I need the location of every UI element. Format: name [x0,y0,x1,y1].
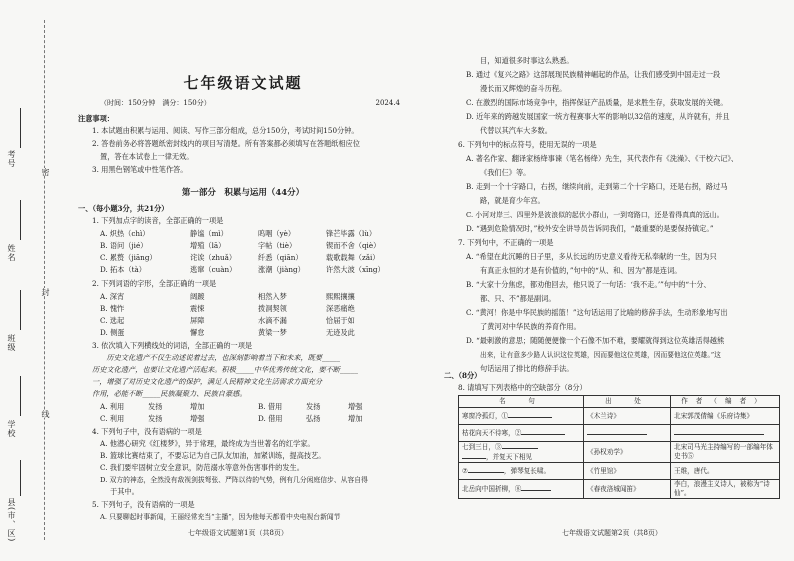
option-cell: A. 利用 [100,402,125,411]
continued-line: 漫长而又辉煌的奋斗历程。 [480,84,567,93]
seal-char-xian: 线 [41,410,50,418]
option-cell: 无迹及此 [326,328,355,337]
option-cell: 黄梁一梦 [258,328,287,337]
option-cell: 阔踱 [190,292,205,301]
exam-meta [100,98,400,109]
option-cell: 熙熙攘攘 [326,292,355,301]
passage-line: 作用，必能不断_____民族凝聚力、民族自豪感。 [92,389,247,398]
option-cell: B. 语问（jié） [100,241,148,250]
continued-line: C. 在激烈的国际市场竞争中，指挥保证产品质量，是求胜生存，获取发展的关键。 [466,98,728,107]
author-cell: 北宋郭茂倩编《乐府诗集》 [671,408,780,425]
option-line: 了黄河对中华民族的养育作用。 [480,322,581,331]
quote-text: ，并复天下相见 [486,453,533,461]
question-stem: 5. 下列句子，没有语病的一项是 [92,500,195,509]
option-cell: 许然大波（xīng） [326,265,385,274]
passage-line: 一，增强了对历史文化遗产的保护，满足人民精神文化生活需求方面充分 [92,377,323,386]
option-cell: C. 选起 [100,316,125,325]
quote-text: 北岳向中国折柳，⑧ [462,484,522,493]
quote-text: ，弹琴复长啸。 [503,466,551,475]
table-row [459,463,780,480]
option-line: D. “遇到危险情况时，”校外安全讲导员告诉同我们，“最重要的是要保持镇定。” [466,224,714,233]
option-line: 《我们仨》等。 [480,168,531,177]
option-line: D. 双方的神态，全然没有敌视剑拔弩张、严阵以待的气势，例有几分闲庭信步、从容自得 [100,476,368,484]
author-cell: 李白，浪漫主义诗人，被称为“诗仙”。 [671,480,780,499]
option-line: A. 只要聊起时事新闻，王丽经常充当“主播”，因为他每天都看中央电视台新闻节 [100,513,341,521]
option-line: A. 他潜心研究《红楼梦》，异于常理，最终成为当世著名的红学家。 [100,439,315,448]
banji-line [20,290,21,330]
continued-line: 目，知道很多时事这么熟悉。 [480,56,574,65]
option-cell: 静谧（mì） [190,229,228,238]
seal-char-feng: 封 [41,288,50,296]
option-line: C. 小河对岸三、四里外是波浪似的起伏小群山，一到弯路口，还是看得真真的远山。 [466,211,724,219]
option-line: 路，就是育少年宫。 [480,196,545,205]
source-cell [584,425,671,442]
continued-line: D. 近年来的跨越发展国家一统方程赛事大军的影响以32倍的速度，从许就有，并且 [466,112,730,121]
option-cell: C. 累赘（jiāng） [100,253,157,262]
option-line: A. “希望在此沉睡的日子里，多从长远的历史意义看待无私奉献的一生，因为只 [466,252,717,261]
option-cell: B. 愧怍 [100,304,125,313]
source-cell: 《竹里馆》 [584,463,671,480]
passage-line: 历史文化遗产，也要让文化遗产活起来。积极_____中华优秀传统文化，要不断_____ [92,365,358,374]
option-cell: 增强 [348,402,363,411]
option-cell: 震悚 [190,304,205,313]
quote-table [458,395,780,499]
option-line: C. 我们要牢固树立安全意识，防范溺水等意外伤害事件的发生。 [100,463,304,472]
part-title: 第一部分 积累与运用（44分） [181,188,305,198]
quote-text: 枯花向天不待寒，② [462,428,522,437]
answer-blank[interactable] [521,484,551,491]
label-xuexiao: 学校 [7,420,16,438]
option-cell: 发扬 [148,414,163,423]
option-cell: 涨潮（jiàng） [258,265,305,274]
notice-line: 置，答在本试卷上一律无效。 [100,152,194,161]
answer-blank[interactable] [521,428,565,435]
answer-blank[interactable] [674,428,764,435]
option-cell: 增强 [190,414,205,423]
notice-line: 3. 用黑色钢笔或中性笔作答。 [92,165,188,174]
option-line: B. “大家十分焦虑，都劝他回去，他只说了一句话：‘我不走。’”句中的“十分、 [466,280,711,289]
label-xianqu: 县(市、区) [7,498,16,543]
option-line: B. 篮球比赛结束了，不要忘记为自己队友加油，加紧训练，提高技艺。 [100,451,326,460]
quote-cell [459,480,584,499]
table-row [459,408,780,425]
question-stem: 8. 请填写下列表格中的空缺部分（8分） [458,383,587,392]
option-cell: 弘扬 [306,414,321,423]
option-cell: 水滴不漏 [258,316,287,325]
quote-text: 七到三日，③ [462,443,502,451]
xingming-line [20,200,21,240]
seal-char-mi: 密 [41,168,50,176]
option-line: 出来，让有意多少路人认识这位英雄，因而要他这位英雄，因而要他这位英雄。”这 [480,351,721,359]
source-cell: 《春夜洛城闻笛》 [584,480,671,499]
option-line: 有真正永恒的才是有价值的，”句中的“从、和、因为”都是连词。 [480,266,682,275]
option-cell: 发扬 [148,402,163,411]
question-stem: 1. 下列加点字的读音，全部正确的一项是 [92,216,224,225]
page-2 [444,0,782,561]
answer-blank[interactable] [462,452,486,459]
answer-blank[interactable] [468,466,504,473]
table-row [459,425,780,442]
option-cell: 发扬 [306,402,321,411]
option-cell: 诧诶（zhuǎ） [190,253,237,262]
exam-title: 七年级语文试题 [183,74,303,92]
kaohao-line [20,108,21,148]
option-cell: 恰届于如 [326,316,355,325]
option-cell: D. 侧蛋 [100,328,125,337]
option-cell: 载歌载舞（zǎi） [326,253,380,262]
notice-line: 1. 本试题由积累与运用、阅读、写作三部分组成，总分150分，考试时间150分钟。 [92,126,359,135]
option-line: 句话运用了排比的修辞手法。 [480,364,574,373]
section-heading: 一、（每小题3分，共21分） [78,204,169,213]
option-cell: 懈怠 [190,328,205,337]
table-header-row [459,396,780,408]
page-footer: 七年级语文试题第1页（共8页） [188,529,288,537]
answer-blank[interactable] [502,442,538,449]
label-kaohao: 考号 [7,150,16,168]
notice-title: 注意事项： [78,114,114,123]
continued-line: 代替以其汽车大多数。 [480,126,552,135]
source-cell: 《木兰诗》 [584,408,671,425]
question-stem: 7. 下列句中，不正确的一项是 [458,238,554,247]
passage-line: 历史文化遗产不仅生动述说着过去，也深刻影响着当下和未来，既要_____ [92,353,340,362]
option-cell: 逃窜（cuàn） [190,265,237,274]
option-line: C. “黄河！你是中华民族的摇篮！”这句话运用了比喻的修辞手法，生动形象地写出 [466,308,728,317]
option-cell: 锲而不舍（qiè） [326,241,381,250]
option-cell: D. 借用 [258,414,283,423]
source-cell: 《孙权劝学》 [584,442,671,463]
option-line: A. 著名作家、翻译家杨绛事谏（笔名杨绛）先生，其代表作有《洗澡》、《干校六记》、 [466,154,739,163]
option-cell: 拨洞契领 [258,304,287,313]
question-stem: 4. 下列句子中，没有语病的一项是 [92,427,202,436]
xianqu-line [20,460,21,496]
option-line: 都、只、不”都是副词。 [480,294,556,303]
table-header: 出 处 [584,396,671,408]
table-row [459,442,780,463]
notice-line: 2. 答卷前务必将答题纸密封线内的项目写清楚。所有答案都必须填写在答题纸相应位 [92,139,360,148]
section-heading: 二、（8分） [444,371,482,380]
author-cell [671,425,780,442]
quote-cell [459,408,584,425]
label-banji: 班级 [7,334,16,352]
option-cell: B. 借用 [258,402,283,411]
option-line: D. “最刺激的意思；随随便便像一个石像不加不难，要耀就得到这位英雄活得越熊 [466,336,725,345]
option-cell: 锋芒毕露（lù） [326,229,377,238]
quote-cell [459,463,584,480]
option-line: B. 走到一个十字路口，右拐，继续向前，走到第二个十字路口，还是右拐，路过马 [466,182,728,191]
question-stem: 6. 下列句中的标点符号，使用无误的一项是 [458,140,597,149]
option-cell: 增加 [190,402,205,411]
option-cell: A. 深宵 [100,292,125,301]
table-header: 作者（编者） [671,396,780,408]
table-row [459,480,780,499]
option-cell: 字帖（tiè） [258,241,297,250]
page-footer: 七年级语文试题第2页（共8页） [562,529,662,537]
question-stem: 3. 依次填入下列横线处的词语，全部正确的一项是 [92,341,253,350]
xuexiao-line [20,376,21,416]
option-cell: 增加 [348,414,363,423]
option-line: 于其中。 [110,487,139,496]
option-cell: 屏障 [190,316,205,325]
option-cell: 纤悉（qiān） [258,253,303,262]
continued-line: B. 通过《复兴之路》这部展现民族精神崛起的作品，让我们感受到中国走过一段 [466,70,721,79]
binding-margin [0,0,62,561]
page-1 [78,0,408,561]
quote-cell [459,442,584,463]
author-cell: 王维，唐代。 [671,463,780,480]
answer-blank[interactable] [508,411,552,418]
option-cell: A. 炽热（chì） [100,229,150,238]
quote-cell [459,425,584,442]
option-cell: 呜咽（yè） [258,229,296,238]
question-stem: 2. 下列词语的字形，全部正确的一项是 [92,279,217,288]
seal-dashed-line [44,20,45,540]
label-xingming: 姓名 [7,244,16,262]
option-cell: 增殖（lā） [190,241,226,250]
time-and-score: （时间：150分钟 满分：150分） [100,99,211,107]
quote-text: ⑦ [462,466,468,475]
option-cell: D. 拓本（tà） [100,265,146,274]
option-cell: 深恶痛绝 [326,304,355,313]
quote-text: 寒窗冷孤灯，① [462,411,509,420]
author-cell: 北宋司马光主持编写的一部编年体史书⑤ [671,442,780,463]
option-cell: 相然入梦 [258,292,287,301]
exam-date: 2024.4 [375,99,400,107]
answer-blank[interactable] [587,428,647,435]
table-header: 名 句 [459,396,584,408]
option-cell: C. 利用 [100,414,125,423]
